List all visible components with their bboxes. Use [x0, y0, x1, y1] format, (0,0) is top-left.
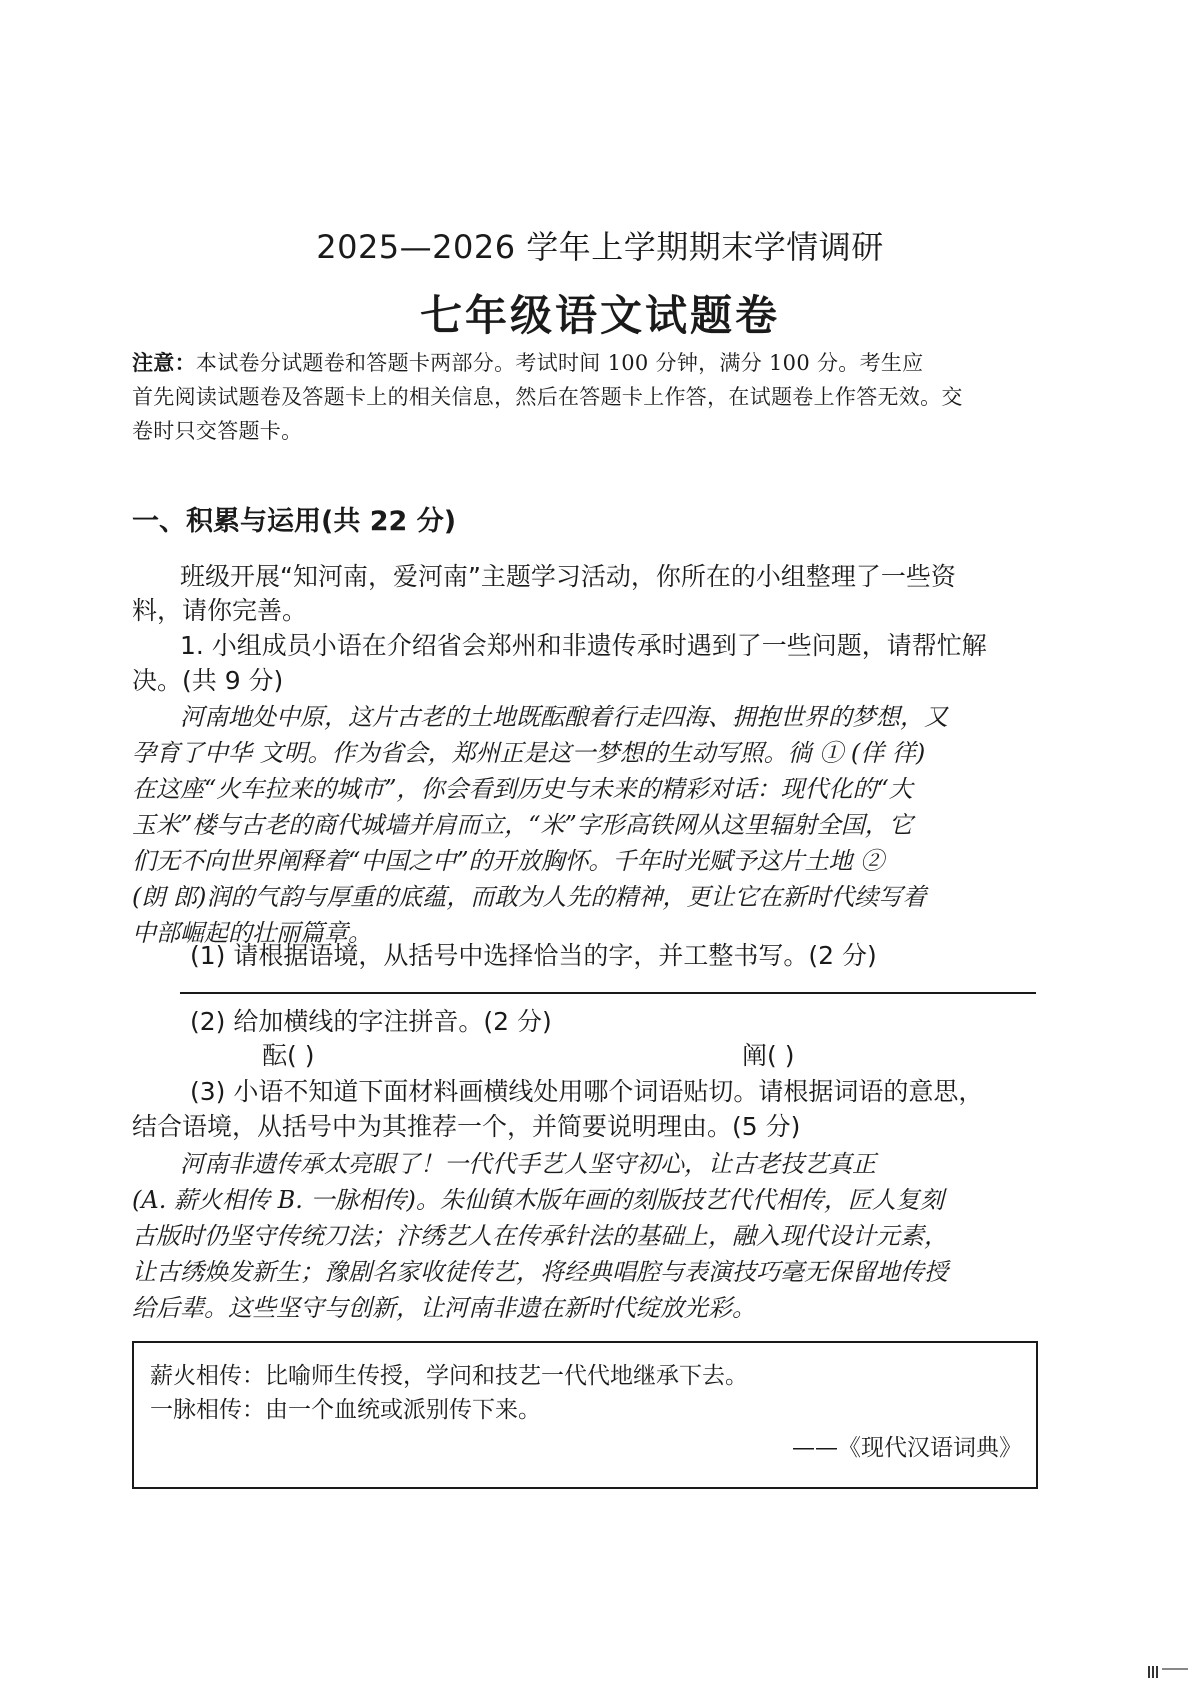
notice-label: 注意： — [132, 350, 196, 375]
answer-line — [180, 992, 1036, 994]
passage2-line-5: 给后辈。这些坚守与创新，让河南非遗在新时代绽放光彩。 — [132, 1294, 756, 1322]
notice-line-3: 卷时只交答题卡。 — [132, 419, 303, 443]
dictionary-source: ——《现代汉语词典》 — [792, 1435, 1022, 1461]
sub-question-2: (2) 给加横线的字注拼音。(2 分) — [190, 1007, 552, 1036]
sub-question-3-line-1: (3) 小语不知道下面材料画横线处用哪个词语贴切。请根据词语的意思， — [190, 1077, 984, 1106]
passage1-line-7: 中部崛起的壮丽篇章。 — [132, 919, 372, 947]
exam-year-heading: 2025—2026 学年上学期期末学情调研 — [316, 228, 884, 266]
passage1-line-3: 在这座“火车拉来的城市”，你会看到历史与未来的精彩对话：现代化的“大 — [132, 775, 913, 803]
exam-title: 七年级语文试题卷 — [419, 291, 780, 340]
passage2-line-4: 让古绣焕发新生；豫剧名家收徒传艺，将经典唱腔与表演技巧毫无保留地传授 — [132, 1258, 948, 1286]
question-1-line-1: 1. 小组成员小语在介绍省会郑州和非遗传承时遇到了一些问题，请帮忙解 — [180, 631, 987, 660]
notice-line-1 — [132, 347, 923, 377]
passage1-line-6: (朗 郎)润的气韵与厚重的底蕴，而敢为人先的精神，更让它在新时代续写着 — [132, 883, 927, 911]
passage2-line-3: 古版时仍坚守传统刀法；汴绣艺人在传承针法的基础上，融入现代设计元素， — [132, 1222, 948, 1250]
dictionary-entry-2: 一脉相传：由一个血统或派别传下来。 — [150, 1397, 541, 1423]
intro-line-2: 料，请你完善。 — [132, 596, 308, 625]
sub-question-3-line-2: 结合语境，从括号中为其推荐一个，并简要说明理由。(5 分) — [132, 1112, 801, 1141]
notice-line-2: 首先阅读试题卷及答题卡上的相关信息，然后在答题卡上作答，在试题卷上作答无效。交 — [132, 385, 963, 409]
dictionary-box — [132, 1341, 1038, 1489]
notice-text-1: 本试卷分试题卷和答题卡两部分。考试时间 100 分钟，满分 100 分。考生应 — [195, 351, 924, 375]
dictionary-entry-1: 薪火相传：比喻师生传授，学问和技艺一代代地继承下去。 — [150, 1363, 748, 1389]
sub-question-1: (1) 请根据语境，从括号中选择恰当的字，并工整书写。(2 分) — [190, 941, 877, 970]
passage1-line-4: 玉米”楼与古老的商代城墙并肩而立，“米”字形高铁网从这里辐射全国，它 — [132, 811, 913, 839]
passage2-line-1: 河南非遗传承太亮眼了！一代代手艺人坚守初心，让古老技艺真正 — [180, 1150, 876, 1178]
passage1-line-5: 们无不向世界阐释着“中国之中”的开放胸怀。千年时光赋予这片土地 ② — [132, 847, 885, 875]
section-heading: 一、积累与运用(共 22 分) — [132, 506, 457, 537]
scan-watermark — [1162, 1668, 1188, 1676]
pinyin-blank-a: 酝( ) — [262, 1041, 315, 1070]
passage1-line-2: 孕育了中华 文明。作为省会，郑州正是这一梦想的生动写照。徜 ① (佯 徉) — [132, 739, 926, 767]
intro-line-1: 班级开展“知河南，爱河南”主题学习活动，你所在的小组整理了一些资 — [180, 562, 956, 591]
question-1-line-2: 决。(共 9 分) — [132, 666, 284, 695]
qr-code-icon — [1148, 1666, 1160, 1678]
pinyin-blank-b: 阐( ) — [742, 1041, 795, 1070]
passage1-line-1: 河南地处中原，这片古老的土地既酝酿着行走四海、拥抱世界的梦想，又 — [180, 703, 948, 731]
passage2-line-2: (A. 薪火相传 B. 一脉相传)。朱仙镇木版年画的刻版技艺代代相传，匠人复刻 — [132, 1186, 944, 1214]
